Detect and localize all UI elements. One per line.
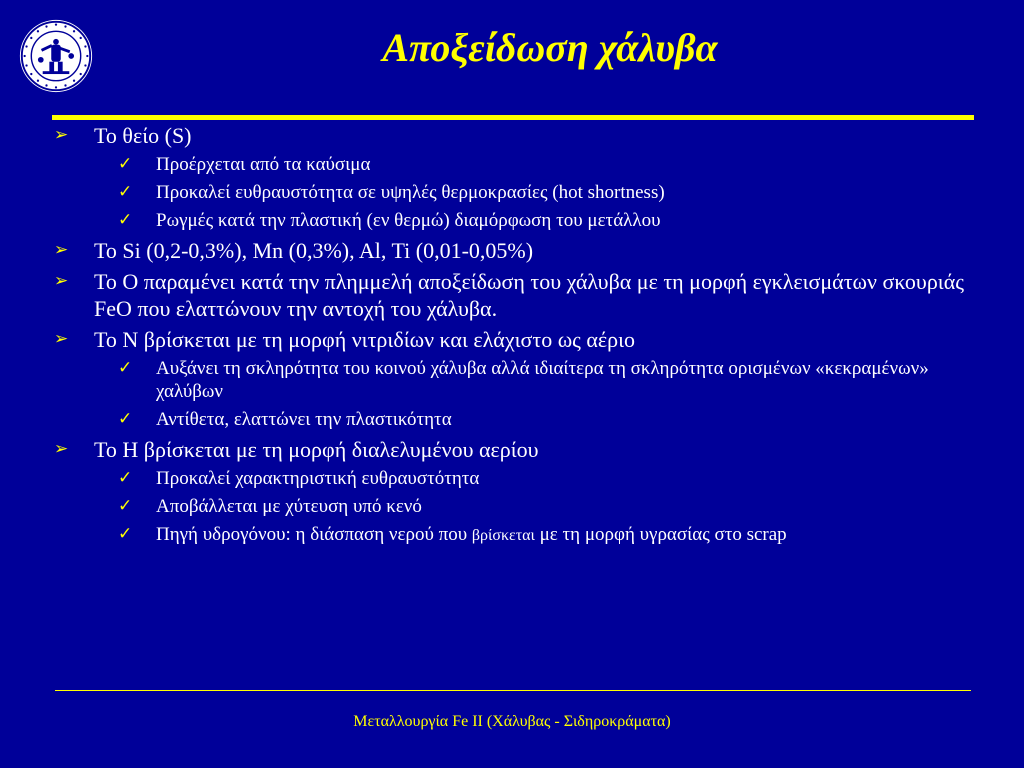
bullet-item	[52, 268, 977, 322]
bullet-text: Το O παραμένει κατά την πλημμελή αποξείδωση του χάλυβα με τη μορφή εγκλεισμάτων σκουριάς FeO που ελαττώνουν την αντοχή του χάλυβα.	[94, 269, 964, 321]
sub-bullet-item	[52, 467, 977, 490]
arrow-bullet-icon: ➢	[54, 240, 69, 260]
check-bullet-icon: ✓	[118, 182, 133, 202]
bullet-text: Το H βρίσκεται με τη μορφή διαλελυμένου αερίου	[94, 437, 539, 462]
sub-bullet-item	[52, 153, 977, 176]
bullet-text: Το N βρίσκεται με τη μορφή νιτριδίων και ελάχιστο ως αέριο	[94, 327, 636, 352]
sub-bullet-text: Αυξάνει τη σκληρότητα του κοινού χάλυβα αλλά ιδιαίτερα τη σκληρότητα ορισμένων «κεκραμένων» χαλύβων	[156, 358, 929, 402]
arrow-bullet-icon: ➢	[54, 125, 69, 145]
bullet-item	[52, 436, 977, 463]
footer-text: Μεταλλουργία Fe II (Χάλυβας - Σιδηροκράματα)	[353, 713, 671, 730]
check-bullet-icon: ✓	[118, 358, 133, 378]
sub-bullet-text: Προκαλεί ευθραυστότητα σε υψηλές θερμοκρασίες (hot shortness)	[156, 182, 665, 203]
bullet-item	[52, 326, 977, 353]
title-divider	[52, 115, 974, 120]
bullet-text: Το Si (0,2-0,3%), Mn (0,3%), Al, Ti (0,01-0,05%)	[94, 238, 534, 263]
sub-bullet-text: Ρωγμές κατά την πλαστική (εν θερμώ) διαμόρφωση του μετάλλου	[156, 210, 661, 231]
arrow-bullet-icon: ➢	[54, 439, 69, 459]
check-bullet-icon: ✓	[118, 409, 133, 429]
sub-bullet-text: Αντίθετα, ελαττώνει την πλαστικότητα	[156, 409, 452, 430]
sub-bullet-text: Προκαλεί χαρακτηριστική ευθραυστότητα	[156, 468, 480, 489]
sub-bullet-item	[52, 523, 977, 547]
bullet-item	[52, 122, 977, 149]
slide-content	[52, 122, 977, 552]
arrow-bullet-icon: ➢	[54, 329, 69, 349]
arrow-bullet-icon: ➢	[54, 271, 69, 291]
check-bullet-icon: ✓	[118, 496, 133, 516]
footer-divider	[55, 690, 971, 691]
sub-bullet-item	[52, 209, 977, 232]
sub-bullet-item	[52, 357, 977, 403]
slide-title: Αποξείδωση χάλυβα	[382, 25, 718, 70]
sub-bullet-text-small: βρίσκεται	[471, 527, 535, 544]
bullet-item	[52, 237, 977, 264]
check-bullet-icon: ✓	[118, 210, 133, 230]
sub-bullet-text-part: Πηγή υδρογόνου: η διάσπαση νερού που	[156, 524, 472, 545]
sub-bullet-text: Προέρχεται από τα καύσιμα	[156, 154, 371, 175]
check-bullet-icon: ✓	[118, 524, 133, 544]
sub-bullet-text-part: με τη μορφή υγρασίας στο scrap	[534, 524, 787, 545]
bullet-text: Το θείο (S)	[94, 123, 192, 148]
university-seal-icon	[18, 18, 94, 94]
sub-bullet-text: Αποβάλλεται με χύτευση υπό κενό	[156, 496, 422, 517]
check-bullet-icon: ✓	[118, 154, 133, 174]
sub-bullet-item	[52, 495, 977, 518]
sub-bullet-item	[52, 181, 977, 204]
sub-bullet-item	[52, 408, 977, 431]
check-bullet-icon: ✓	[118, 468, 133, 488]
